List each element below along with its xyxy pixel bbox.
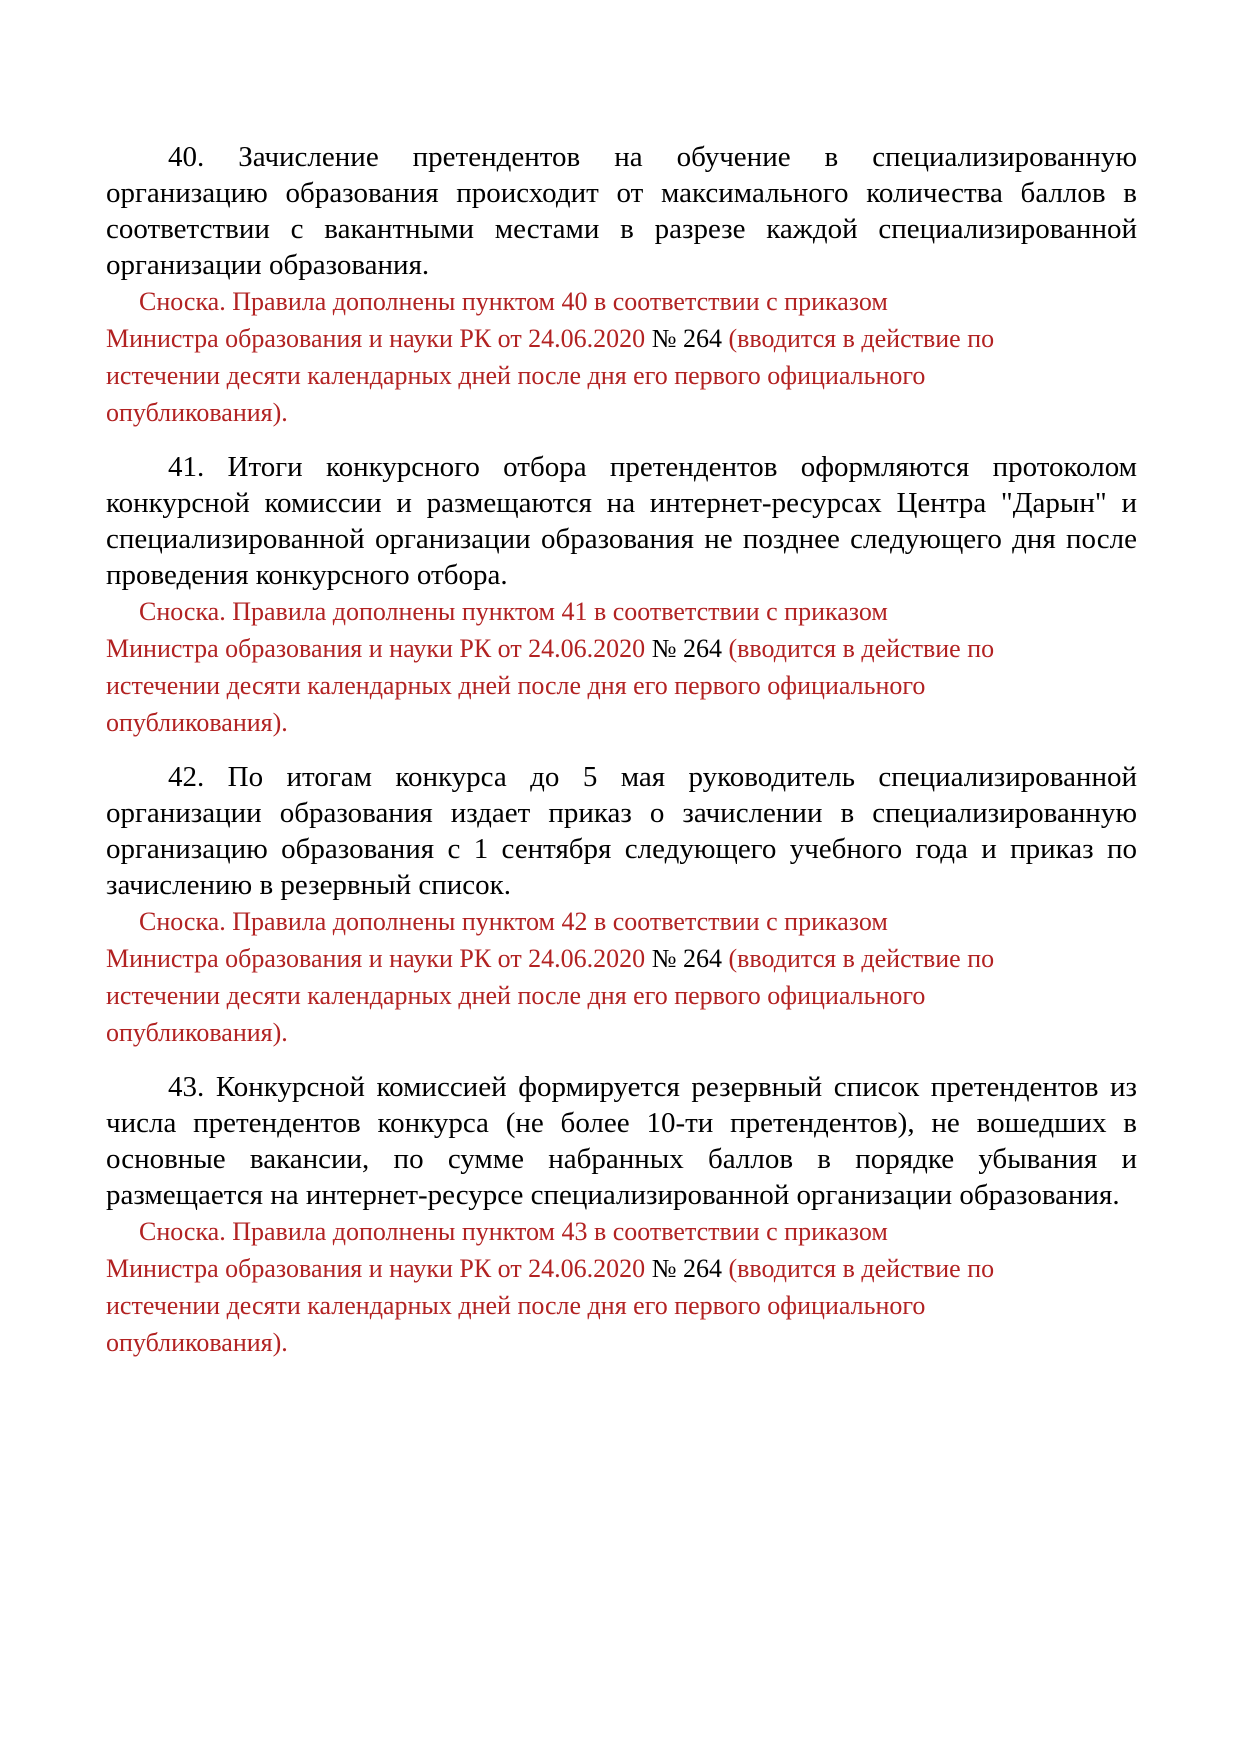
footnote-order-reference: Министра образования и науки РК от 24.06.2020 xyxy=(106,944,646,973)
footnote-line: истечении десяти календарных дней после дня его первого официального xyxy=(106,1291,926,1320)
footnote-line: Сноска. Правила дополнены пунктом 41 в соответствии с приказом xyxy=(139,597,888,626)
footnote-line: истечении десяти календарных дней после дня его первого официального xyxy=(106,671,926,700)
order-number: № 264 xyxy=(645,1254,722,1283)
order-number: № 264 xyxy=(645,944,722,973)
footnote-42 xyxy=(106,903,1137,1051)
paragraph-40: 40. Зачисление претендентов на обучение в специализированную организацию образования происходит от максимального количества баллов в соответствии с вакантными местами в разрезе каждой специализированной организации образования. xyxy=(106,141,1137,281)
footnote-line: опубликования). xyxy=(106,398,288,427)
paragraph-43: 43. Конкурсной комиссией формируется резервный список претендентов из числа претендентов конкурса (не более 10-ти претендентов), не вошедших в основные вакансии, по сумме набранных баллов в порядке убывания и размещается на интернет-ресурсе специализированной организации образования. xyxy=(106,1071,1137,1211)
footnote-line xyxy=(106,630,1137,667)
paragraph-41: 41. Итоги конкурсного отбора претендентов оформляются протоколом конкурсной комиссии и размещаются на интернет-ресурсах Центра "Дарын" и специализированной организации образования не позднее следующего дня после проведения конкурсного отбора. xyxy=(106,451,1137,591)
footnote-line: Сноска. Правила дополнены пунктом 42 в соответствии с приказом xyxy=(139,907,888,936)
footnote-enactment-note: (вводится в действие по xyxy=(722,634,995,663)
footnote-enactment-note: (вводится в действие по xyxy=(722,1254,995,1283)
footnote-line xyxy=(106,940,1137,977)
footnote-line: опубликования). xyxy=(106,1018,288,1047)
footnote-line xyxy=(106,1250,1137,1287)
footnote-line: Сноска. Правила дополнены пунктом 43 в соответствии с приказом xyxy=(139,1217,888,1246)
footnote-order-reference: Министра образования и науки РК от 24.06.2020 xyxy=(106,1254,646,1283)
footnote-line: Сноска. Правила дополнены пунктом 40 в соответствии с приказом xyxy=(139,287,888,316)
footnote-line: истечении десяти календарных дней после дня его первого официального xyxy=(106,981,926,1010)
footnote-line: опубликования). xyxy=(106,1328,288,1357)
footnote-order-reference: Министра образования и науки РК от 24.06.2020 xyxy=(106,634,646,663)
order-number: № 264 xyxy=(645,634,722,663)
footnote-line: опубликования). xyxy=(106,708,288,737)
footnote-line xyxy=(106,320,1137,357)
footnote-order-reference: Министра образования и науки РК от 24.06.2020 xyxy=(106,324,646,353)
footnote-line: истечении десяти календарных дней после дня его первого официального xyxy=(106,361,926,390)
paragraph-42: 42. По итогам конкурса до 5 мая руководитель специализированной организации образования издает приказ о зачислении в специализированную организацию образования с 1 сентября следующего учебного года и приказ по зачислению в резервный список. xyxy=(106,761,1137,901)
footnote-40 xyxy=(106,283,1137,431)
order-number: № 264 xyxy=(645,324,722,353)
footnote-enactment-note: (вводится в действие по xyxy=(722,324,995,353)
footnote-enactment-note: (вводится в действие по xyxy=(722,944,995,973)
footnote-41 xyxy=(106,593,1137,741)
footnote-43 xyxy=(106,1213,1137,1361)
